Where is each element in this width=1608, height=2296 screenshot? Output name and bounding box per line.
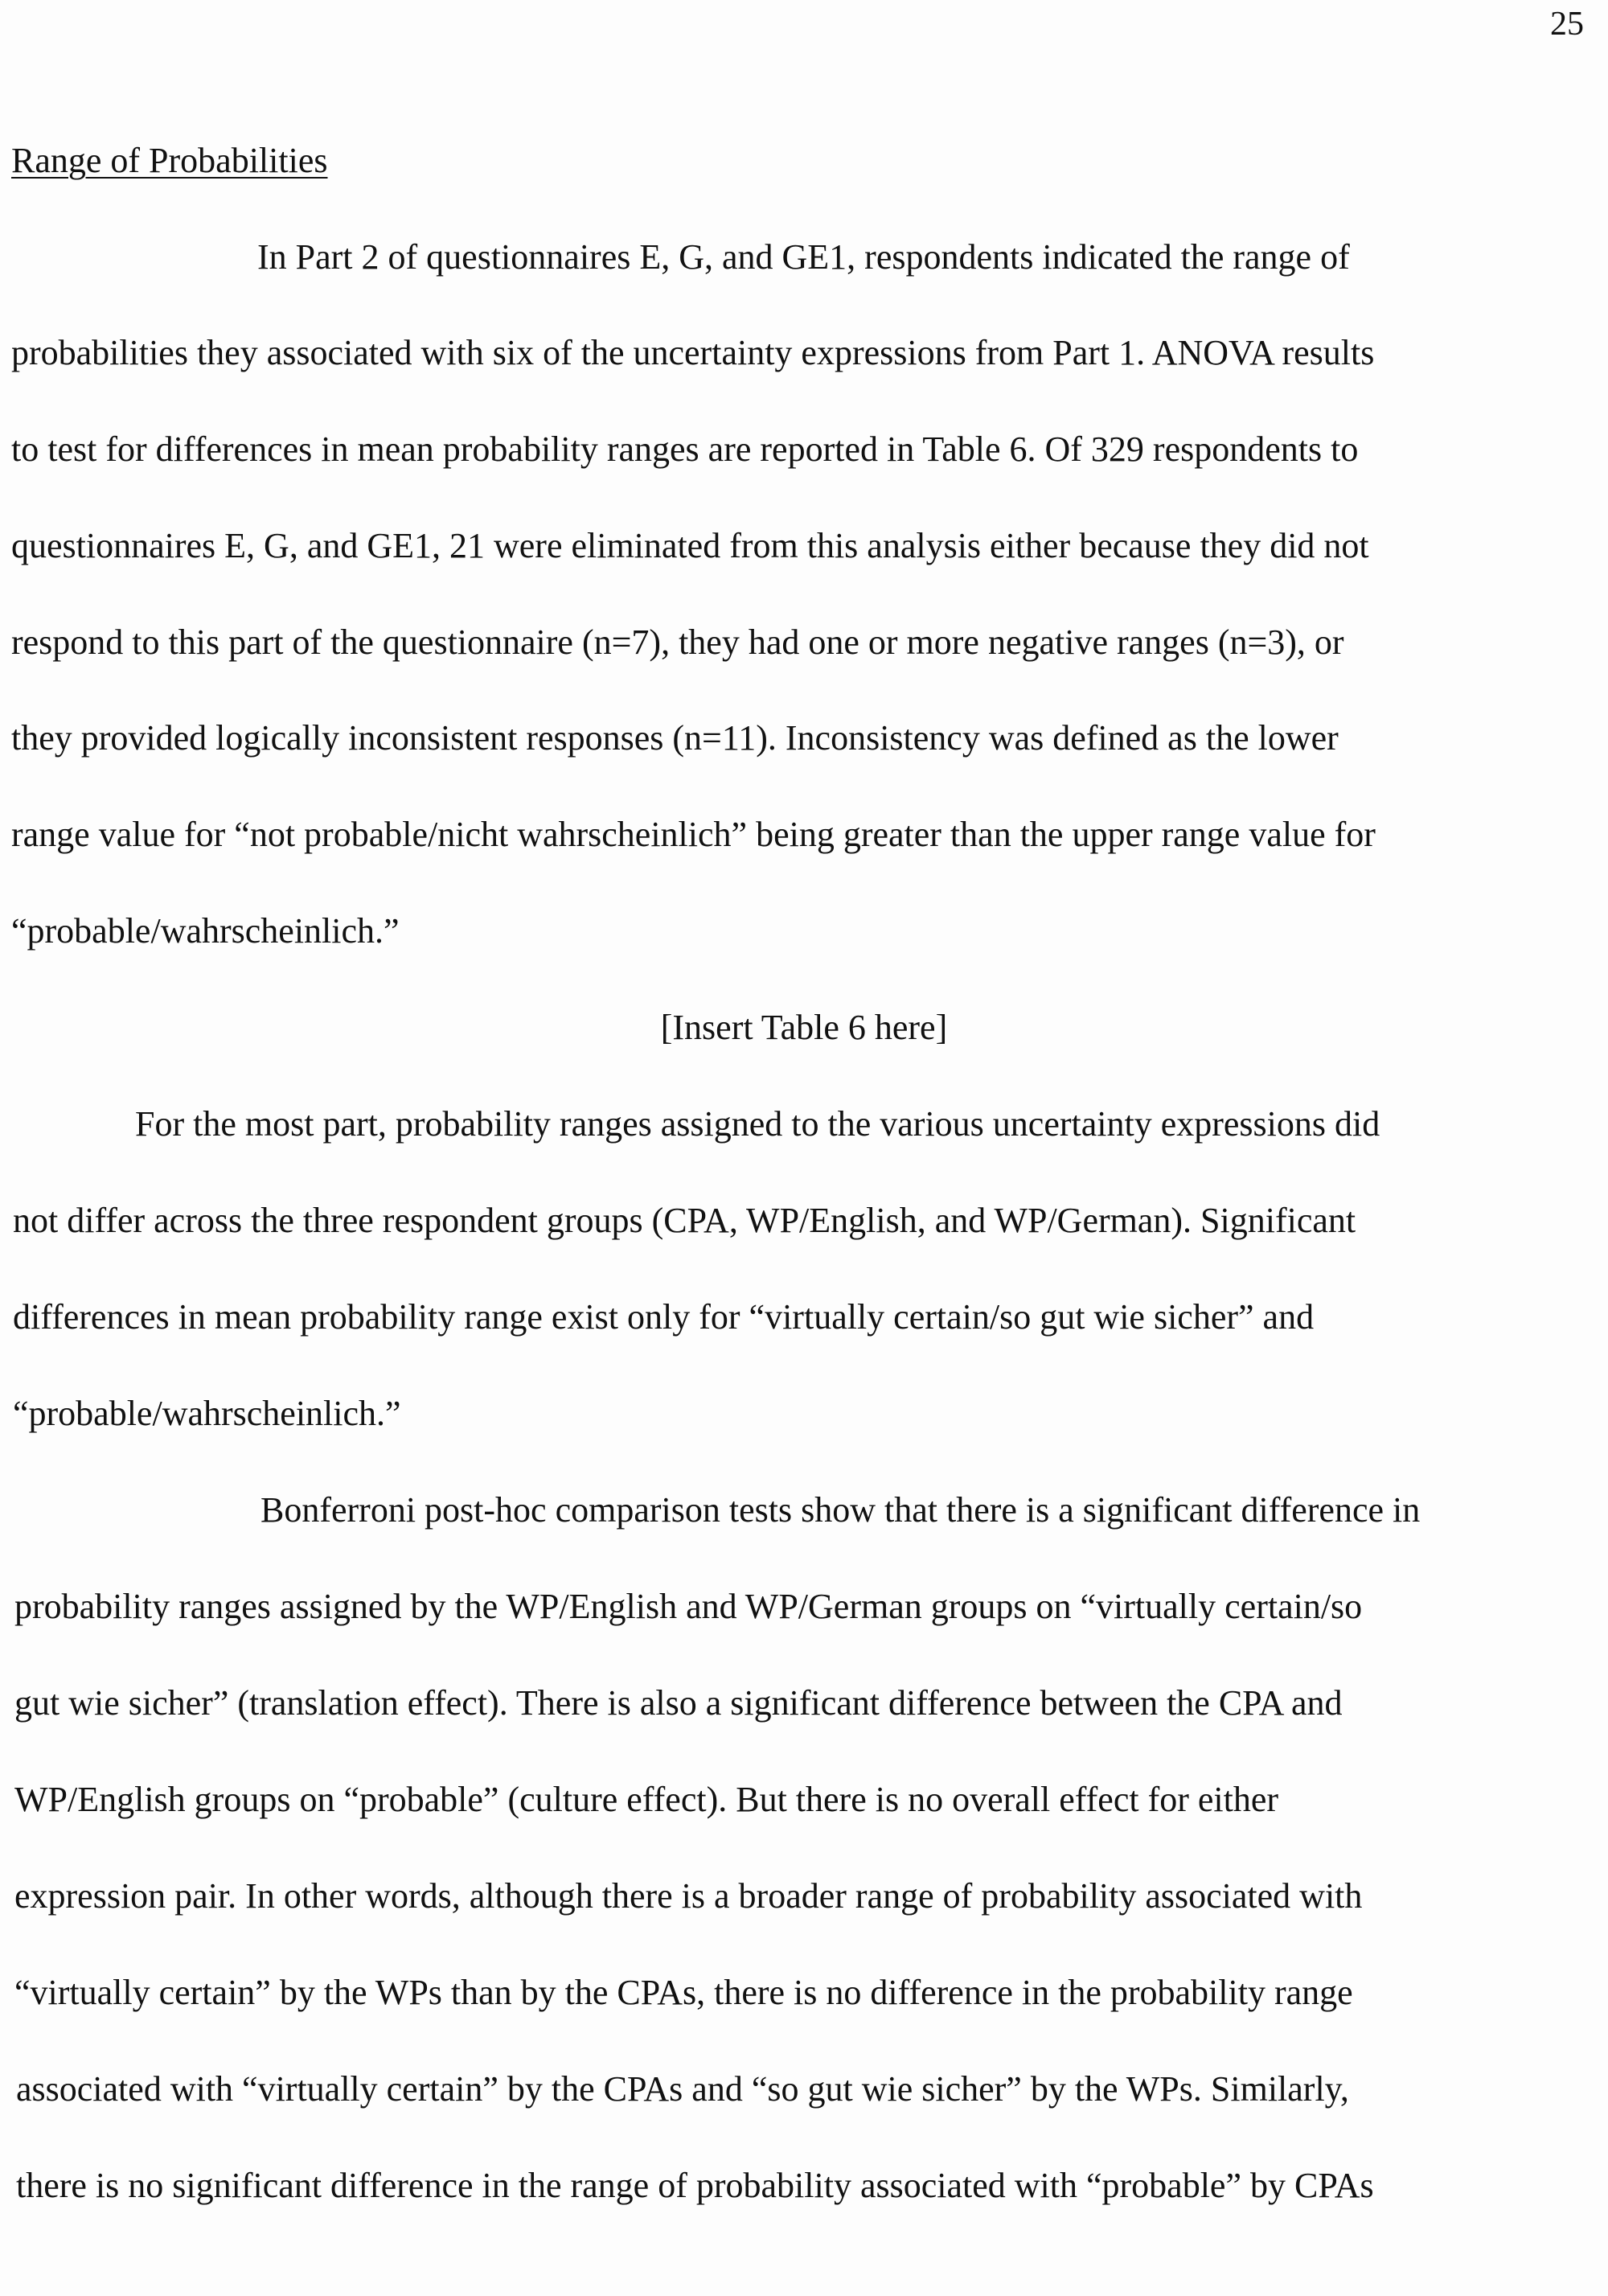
page-number: 25 (1550, 6, 1584, 43)
text-line: there is no significant difference in the range of probability associated with “probable” by CPAs (16, 2166, 1374, 2205)
text-line: to test for differences in mean probability ranges are reported in Table 6. Of 329 respondents to (11, 429, 1359, 469)
text-line: not differ across the three respondent groups (CPA, WP/English, and WP/German). Significant (13, 1201, 1356, 1240)
text-line: “probable/wahrscheinlich.” (11, 911, 400, 951)
text-line: differences in mean probability range exist only for “virtually certain/so gut wie sicher” and (13, 1297, 1315, 1337)
text-line: “virtually certain” by the WPs than by the CPAs, there is no difference in the probability range (14, 1973, 1353, 2012)
text-line: questionnaires E, G, and GE1, 21 were eliminated from this analysis either because they did not (11, 526, 1369, 565)
text-line: expression pair. In other words, although there is a broader range of probability associated with (14, 1876, 1363, 1916)
text-line: “probable/wahrscheinlich.” (13, 1394, 401, 1433)
text-line: WP/English groups on “probable” (culture effect). But there is no overall effect for either (14, 1780, 1279, 1819)
text-line: they provided logically inconsistent responses (n=11). Inconsistency was defined as the lower (11, 718, 1339, 758)
text-line: For the most part, probability ranges assigned to the various uncertainty expressions did (135, 1104, 1380, 1144)
section-heading: Range of Probabilities (11, 141, 328, 180)
text-line: gut wie sicher” (translation effect). There is also a significant difference between the CPA and (14, 1683, 1343, 1723)
text-line: Bonferroni post-hoc comparison tests show that there is a significant difference in (260, 1490, 1421, 1530)
text-line: In Part 2 of questionnaires E, G, and GE1, respondents indicated the range of (257, 237, 1350, 277)
text-line: associated with “virtually certain” by the CPAs and “so gut wie sicher” by the WPs. Similarly, (16, 2069, 1349, 2109)
text-line: respond to this part of the questionnaire (n=7), they had one or more negative ranges (n=3), or (11, 622, 1344, 662)
text-line: probability ranges assigned by the WP/English and WP/German groups on “virtually certain/so (14, 1587, 1363, 1626)
table-placeholder: [Insert Table 6 here] (660, 1008, 948, 1047)
text-line: probabilities they associated with six of the uncertainty expressions from Part 1. ANOVA results (11, 333, 1375, 372)
text-line: range value for “not probable/nicht wahrscheinlich” being greater than the upper range value for (11, 815, 1376, 854)
